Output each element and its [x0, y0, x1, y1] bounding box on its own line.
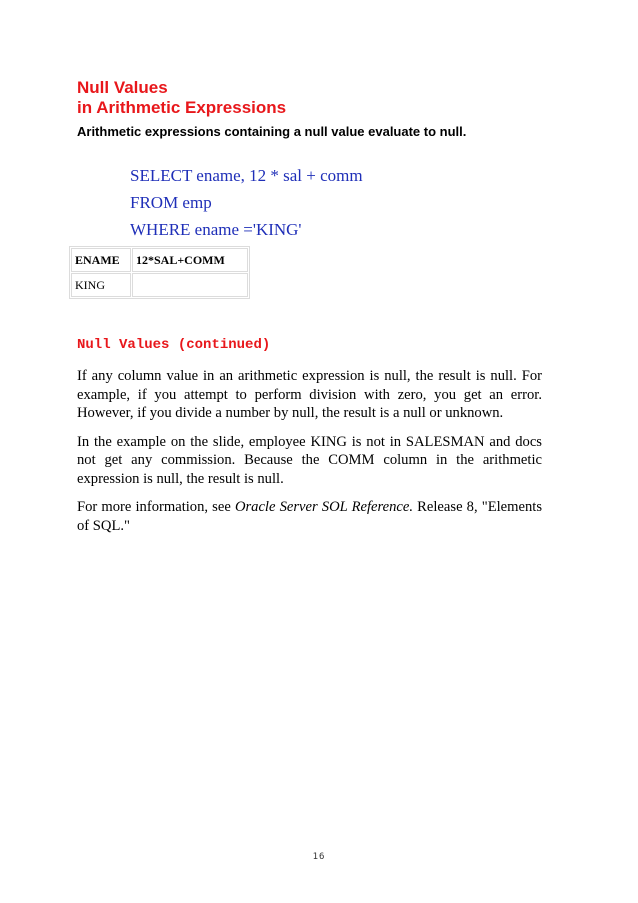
paragraph-3-tail: Release 8, "Elements of SQL."	[77, 499, 542, 534]
paragraph-2: In the example on the slide, employee KING is not in SALESMAN and docs not get any commission. Because the COMM column in the arithmetic expression is null, the result is null.	[77, 433, 542, 487]
table-cell-ename: KING	[71, 273, 131, 297]
sql-where-line: WHERE ename ='KING'	[130, 220, 302, 239]
sql-code-block	[130, 165, 363, 246]
paragraph-3-lead: For more information, see	[77, 499, 235, 515]
sql-select-line: SELECT ename, 12 * sal + comm	[130, 166, 363, 185]
section-heading-part-3: (continued)	[169, 337, 271, 353]
table-header-row	[71, 248, 248, 272]
column-header-ename: ENAME	[71, 248, 131, 272]
section-heading-part-1: Null	[77, 337, 120, 353]
title-line-2: in Arithmetic Expressions	[77, 98, 287, 117]
explanation-body	[77, 367, 542, 545]
section-heading-part-2: Values	[119, 337, 170, 353]
page-number: 16	[312, 852, 326, 862]
paragraph-3	[77, 498, 542, 535]
section-heading	[77, 337, 270, 353]
table-row	[71, 273, 248, 297]
slide-subtitle: Arithmetic expressions containing a null value evaluate to null.	[77, 124, 467, 139]
sql-from-line: FROM emp	[130, 193, 212, 212]
query-result-table	[69, 246, 250, 299]
title-line-1: Null Values	[77, 78, 168, 97]
table-cell-annual-comp	[132, 273, 248, 297]
reference-title: Oracle Server SOL Reference.	[234, 499, 414, 515]
page-title	[77, 78, 286, 118]
column-header-annual-comp: 12*SAL+COMM	[132, 248, 248, 272]
paragraph-1: If any column value in an arithmetic expression is null, the result is null. For example, if you attempt to perform division with zero, you get an error. However, if you divide a number by null, the result is a null or unknown.	[77, 368, 542, 421]
